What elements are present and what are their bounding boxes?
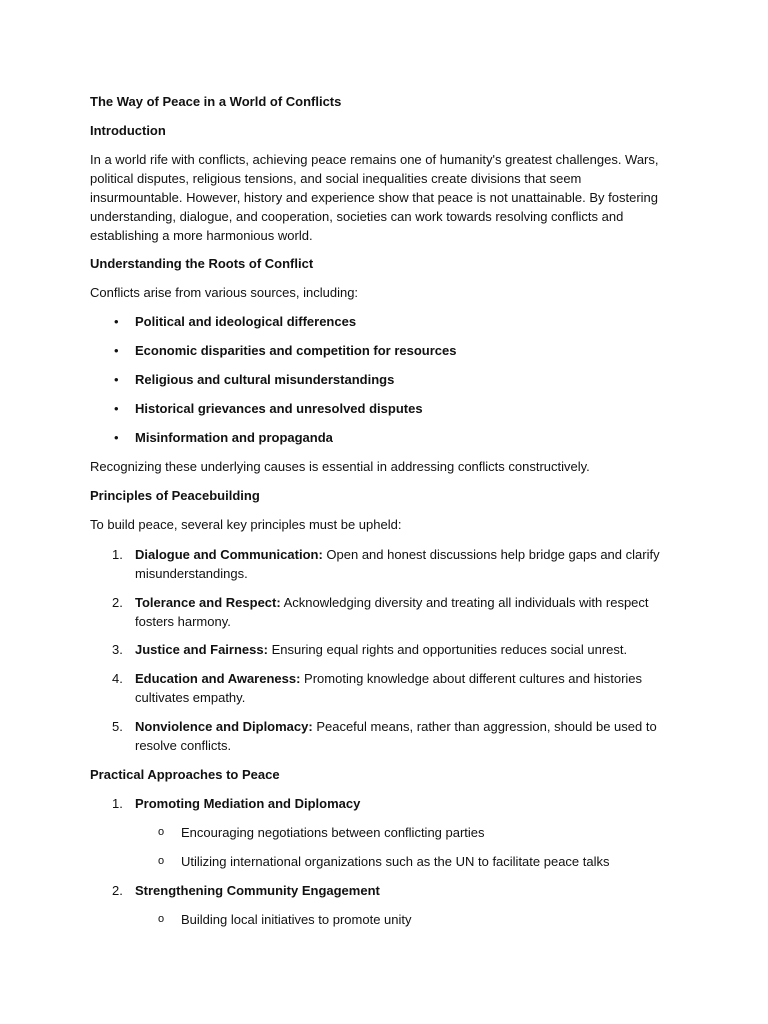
item-label: Strengthening Community Engagement	[135, 883, 380, 898]
circle-bullet-icon: o	[158, 826, 165, 838]
circle-bullet-icon: o	[158, 855, 165, 867]
item-text: Peaceful means, rather than aggression, should be used to resolve conflicts.	[135, 719, 657, 753]
bullet-glyph: •	[114, 343, 119, 358]
numbered-item	[90, 881, 676, 900]
list-item-text: Historical grievances and unresolved disputes	[135, 401, 423, 416]
list-item	[90, 428, 676, 447]
item-number: 1.	[112, 547, 123, 562]
numbered-item	[90, 593, 676, 631]
sub-item-text: Building local initiatives to promote unity	[181, 912, 412, 927]
numbered-item	[90, 545, 676, 583]
list-item-text: Religious and cultural misunderstandings	[135, 372, 395, 387]
item-text: Open and honest discussions help bridge gaps and clarify misunderstandings.	[135, 547, 660, 581]
list-item	[90, 370, 676, 389]
intro-paragraph: In a world rife with conflicts, achieving peace remains one of humanity's greatest challenges. Wars, political disputes, religious tensions, and social inequalities create divisions that seem insurmountable. However, history and experience show that peace is not unattainable. By fostering understanding, dialogue, and cooperation, societies can work towards resolving conflicts and establishing a more harmonious world.	[90, 152, 659, 243]
list-item-text: Economic disparities and competition for resources	[135, 343, 457, 358]
circle-bullet-icon: o	[158, 913, 165, 925]
sub-list-item	[90, 852, 676, 871]
item-number: 2.	[112, 595, 123, 610]
bullet-glyph: •	[114, 314, 119, 329]
sub-item-text: Utilizing international organizations such as the UN to facilitate peace talks	[181, 854, 610, 869]
item-label: Tolerance and Respect:	[135, 595, 281, 610]
item-text: Acknowledging diversity and treating all individuals with respect fosters harmony.	[135, 595, 649, 629]
roots-closing: Recognizing these underlying causes is essential in addressing conflicts constructively.	[90, 459, 590, 474]
numbered-item	[90, 640, 676, 659]
item-label: Dialogue and Communication:	[135, 547, 323, 562]
item-label: Promoting Mediation and Diplomacy	[135, 796, 361, 811]
list-item-text: Political and ideological differences	[135, 314, 357, 329]
list-item	[90, 399, 676, 418]
item-text: Promoting knowledge about different cultures and histories cultivates empathy.	[135, 671, 643, 705]
item-number: 3.	[112, 642, 123, 657]
roots-lead: Conflicts arise from various sources, including:	[90, 285, 359, 300]
numbered-item	[90, 717, 676, 755]
numbered-item	[90, 669, 676, 707]
sub-list-item	[90, 910, 676, 929]
bullet-glyph: •	[114, 372, 119, 387]
intro-heading: Introduction	[90, 123, 166, 138]
principles-lead: To build peace, several key principles must be upheld:	[90, 517, 402, 532]
bullet-glyph: •	[114, 430, 119, 445]
sub-list-item	[90, 823, 676, 842]
approaches-heading: Practical Approaches to Peace	[90, 767, 280, 782]
list-item	[90, 341, 676, 360]
list-item	[90, 312, 676, 331]
item-number: 4.	[112, 671, 123, 686]
numbered-item	[90, 794, 676, 813]
sub-item-text: Encouraging negotiations between conflicting parties	[181, 825, 485, 840]
item-label: Education and Awareness:	[135, 671, 301, 686]
item-number: 5.	[112, 719, 123, 734]
bullet-glyph: •	[114, 401, 119, 416]
document-title: The Way of Peace in a World of Conflicts	[90, 94, 342, 109]
item-number: 2.	[112, 883, 123, 898]
item-text: Ensuring equal rights and opportunities reduces social unrest.	[267, 642, 628, 657]
roots-heading: Understanding the Roots of Conflict	[90, 256, 314, 271]
item-label: Justice and Fairness:	[135, 642, 268, 657]
item-number: 1.	[112, 796, 123, 811]
list-item-text: Misinformation and propaganda	[135, 430, 333, 445]
principles-heading: Principles of Peacebuilding	[90, 488, 260, 503]
item-label: Nonviolence and Diplomacy:	[135, 719, 313, 734]
